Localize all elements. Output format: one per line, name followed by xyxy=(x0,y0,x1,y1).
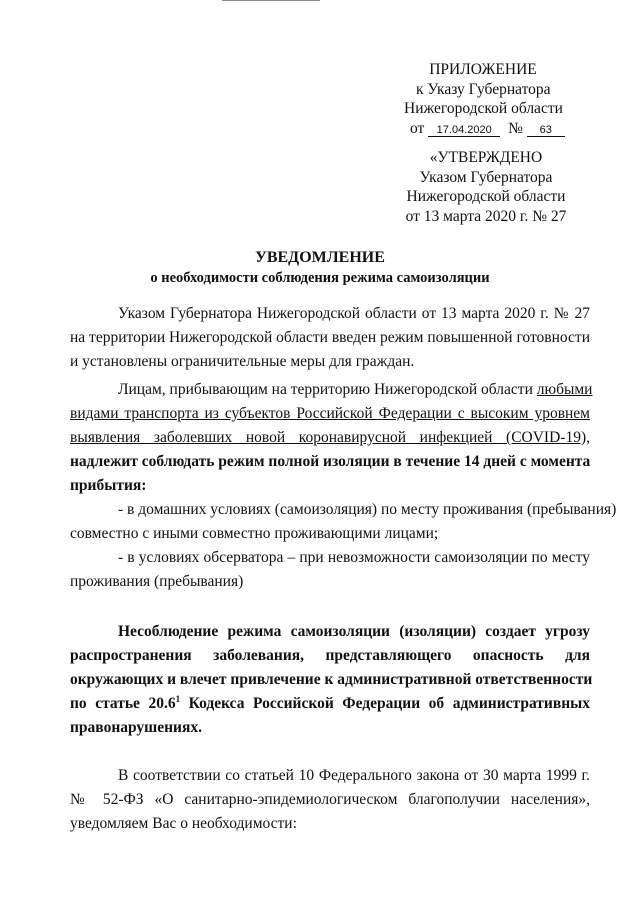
text-line xyxy=(70,378,593,402)
text-fragment: по статье 20.6 xyxy=(70,695,176,712)
bold-line: распространения заболевания, представляющего опасность для xyxy=(70,647,590,664)
appendix-line-3: Нижегородской области xyxy=(404,100,563,117)
approved-line-2: Указом Губернатора xyxy=(419,168,553,186)
appendix-date-line xyxy=(410,119,565,139)
text-line: совместно с иными совместно проживающими лицами; xyxy=(70,525,439,542)
text-fragment: Лицам, прибывающим на территорию Нижегородской области xyxy=(118,381,533,398)
approved-line-3: Нижегородской области xyxy=(406,188,566,205)
bold-line: правонарушениях. xyxy=(70,719,202,736)
appendix-block xyxy=(404,60,565,138)
bold-line: надлежит соблюдать режим полной изоляции в течение 14 дней с момента xyxy=(70,453,591,470)
decree-number: 63 xyxy=(527,124,565,137)
approved-line-1: «УТВЕРЖДЕНО xyxy=(429,149,543,166)
underlined-line: видами транспорта из субъектов Российской Федерации с высоким уровнем xyxy=(70,405,590,422)
text-line: и установлены ограничительные меры для граждан. xyxy=(70,353,415,370)
approved-block xyxy=(404,148,568,226)
appendix-title: ПРИЛОЖЕНИЕ xyxy=(429,61,537,78)
approved-line-4: от 13 марта 2020 г. № 27 xyxy=(405,207,567,225)
bold-line: прибытия: xyxy=(70,477,147,494)
text-line: на территории Нижегородской области введен режим повышенной готовности xyxy=(70,329,590,346)
paragraph-law xyxy=(70,764,590,836)
text-fragment: Кодекса Российской Федерации об административных xyxy=(180,695,590,712)
top-edge-line xyxy=(222,0,320,1)
paragraph-warning xyxy=(70,620,593,740)
superscript: 1 xyxy=(175,693,181,704)
paragraph-decree xyxy=(70,302,590,374)
bold-line xyxy=(70,692,590,716)
underlined-line: выявления заболевших новой коронавирусной инфекцией (COVID-19), xyxy=(70,429,590,446)
text-line: проживания (пребывания) xyxy=(70,573,244,590)
underlined-fragment: любыми xyxy=(536,381,593,398)
document-subtitle: о необходимости соблюдения режима самоизоляции xyxy=(150,270,490,286)
decree-date: 17.04.2020 xyxy=(428,124,500,137)
text-line: В соответствии со статьей 10 Федерального закона от 30 марта 1999 г. xyxy=(118,767,590,784)
text-line: Указом Губернатора Нижегородской области от 13 марта 2020 г. № 27 xyxy=(118,305,590,322)
document-title: УВЕДОМЛЕНИЕ xyxy=(255,249,385,266)
paragraph-arrivals xyxy=(70,378,593,498)
appendix-line-2: к Указу Губернатора xyxy=(416,80,551,98)
from-label: от xyxy=(410,119,425,137)
text-line: уведомляем Вас о необходимости: xyxy=(70,815,297,832)
text-line: - в домашних условиях (самоизоляция) по месту проживания (пребывания) xyxy=(118,501,617,518)
text-line: - в условиях обсерватора – при невозможности самоизоляции по месту xyxy=(118,549,590,566)
paragraph-observator xyxy=(70,546,590,594)
number-label: № xyxy=(508,119,523,137)
bold-line: окружающих и влечет привлечение к административной ответственности xyxy=(70,671,593,688)
bold-line: Несоблюдение режима самоизоляции (изоляции) создает угрозу xyxy=(118,623,590,640)
text-line: № 52-ФЗ «О санитарно-эпидемиологическом благополучии населения», xyxy=(70,791,590,808)
paragraph-home-isolation xyxy=(70,498,617,546)
